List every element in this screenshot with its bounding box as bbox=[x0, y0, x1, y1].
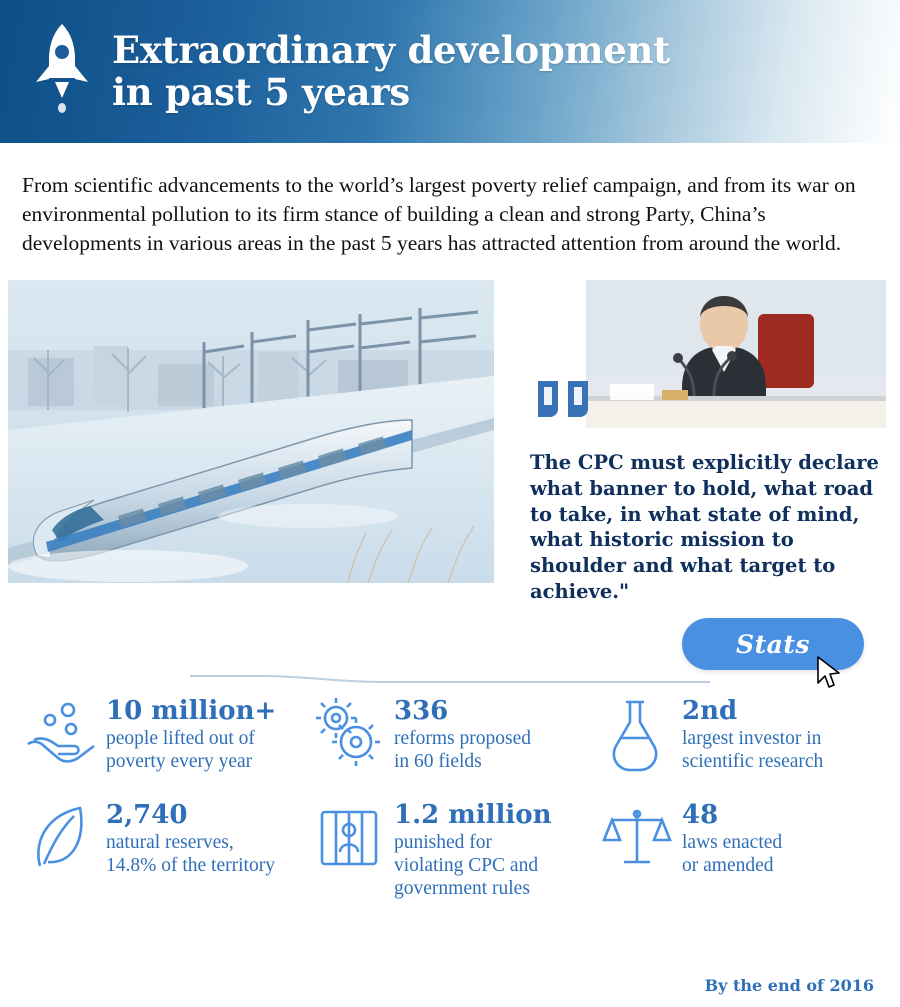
mouse-pointer-icon bbox=[816, 656, 842, 690]
stat-text bbox=[682, 800, 782, 878]
stats-bar bbox=[0, 618, 900, 690]
page-title-line2: in past 5 years bbox=[112, 69, 410, 114]
quotation-mark-icon bbox=[534, 373, 596, 421]
scales-of-justice-icon bbox=[600, 800, 674, 876]
train-photo bbox=[8, 280, 494, 583]
stat-text bbox=[106, 696, 276, 774]
person-behind-bars-icon bbox=[312, 800, 386, 876]
stat-desc-line1: laws enacted bbox=[682, 832, 783, 854]
rocket-icon bbox=[28, 20, 96, 116]
stat-item bbox=[24, 800, 306, 901]
stat-desc-line3: government rules bbox=[394, 877, 530, 899]
stat-desc-line1: largest investor in bbox=[682, 728, 822, 750]
gears-icon bbox=[312, 696, 386, 772]
hand-with-coins-icon bbox=[24, 696, 98, 772]
stat-text bbox=[682, 696, 823, 774]
stat-text bbox=[394, 696, 531, 774]
flask-icon bbox=[600, 696, 674, 772]
stat-desc-line1: natural reserves, bbox=[106, 832, 234, 854]
stat-item bbox=[600, 696, 882, 774]
stat-value: 10 million+ bbox=[106, 696, 277, 727]
stat-item bbox=[24, 696, 306, 774]
page-header bbox=[0, 0, 900, 143]
section-divider bbox=[190, 670, 710, 680]
stat-desc-line1: people lifted out of bbox=[106, 728, 255, 750]
stats-grid bbox=[24, 696, 882, 901]
stat-item bbox=[312, 800, 594, 901]
stat-item bbox=[600, 800, 882, 901]
quote-text: The CPC must explicitly declare what banner to hold, what road to take, in what state of mind, what historic mission to shoulder and what target to achieve." bbox=[530, 451, 879, 603]
stat-desc-line2: 14.8% of the territory bbox=[106, 855, 275, 877]
stat-value: 48 bbox=[682, 799, 719, 830]
stat-desc-line1: reforms proposed bbox=[394, 728, 532, 750]
stat-text bbox=[394, 800, 552, 901]
stat-desc-line1: punished for bbox=[394, 832, 493, 854]
quote-block bbox=[530, 280, 890, 604]
stat-value: 2,740 bbox=[106, 799, 188, 830]
stat-desc-line2: poverty every year bbox=[106, 751, 253, 773]
intro-paragraph: From scientific advancements to the world’s largest poverty relief campaign, and from its war on environmental pollution to its firm stance of building a clean and strong Party, China’s developments in various areas in the past 5 years has attracted attention from around the world. bbox=[22, 173, 856, 256]
footer-note: By the end of 2016 bbox=[704, 976, 874, 995]
leader-photo bbox=[586, 280, 886, 428]
media-row bbox=[0, 280, 900, 610]
stat-item bbox=[312, 696, 594, 774]
page-title bbox=[112, 30, 670, 113]
stat-desc-line2: violating CPC and bbox=[394, 855, 539, 877]
stat-value: 1.2 million bbox=[394, 799, 552, 830]
stat-text bbox=[106, 800, 275, 878]
stats-button-label: Stats bbox=[736, 629, 810, 659]
leaf-icon bbox=[24, 800, 98, 876]
stat-desc-line2: or amended bbox=[682, 855, 774, 877]
stat-value: 2nd bbox=[682, 696, 738, 727]
stat-value: 336 bbox=[394, 696, 449, 727]
stat-desc-line2: scientific research bbox=[682, 751, 824, 773]
page-title-line1: Extraordinary development bbox=[112, 28, 670, 73]
stat-desc-line2: in 60 fields bbox=[394, 751, 482, 773]
